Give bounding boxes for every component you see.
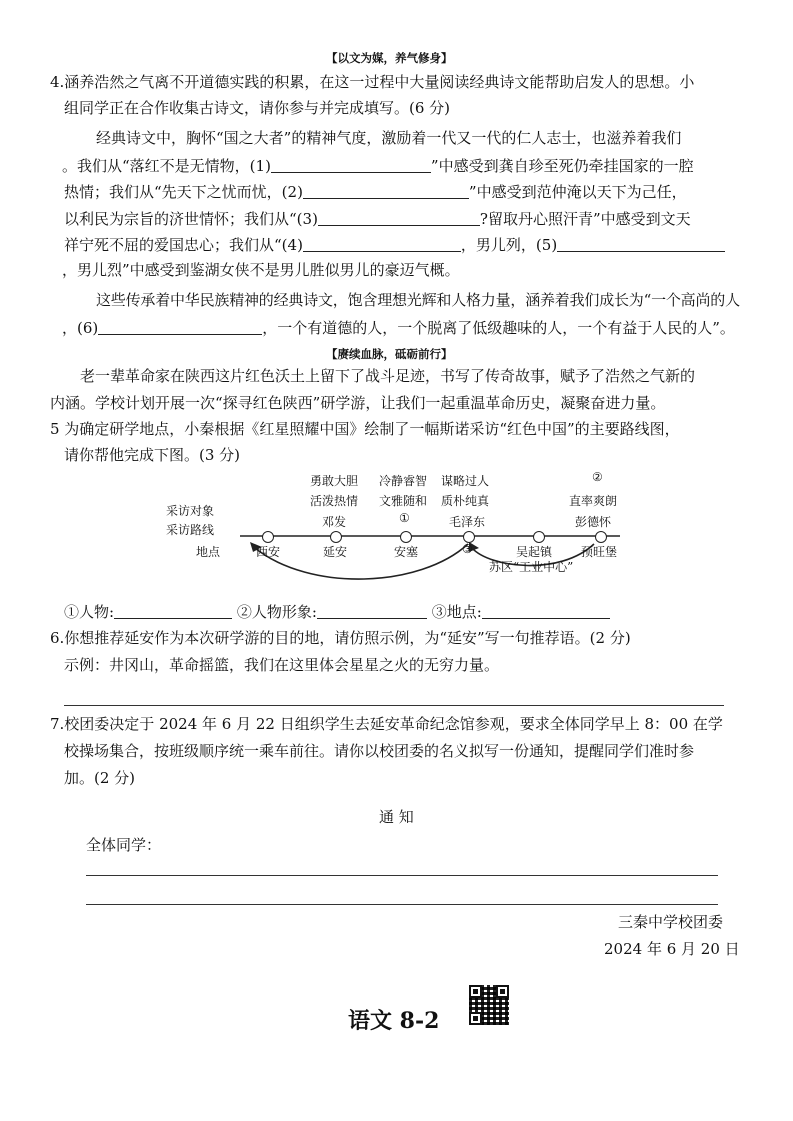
place-label: 延安: [323, 545, 348, 559]
qr-code-icon: [469, 985, 509, 1025]
q4-para1-line: 。我们从“落红不是无情物，(1) ”中感受到龚自珍至死仍牵挂国家的一腔: [62, 157, 694, 175]
intro-line-1: 老一辈革命家在陕西这片红色沃土上留下了战斗足迹，书写了传奇故事，赋予了浩然之气新的: [80, 367, 696, 385]
route-node: [400, 531, 412, 543]
answer-blank-3[interactable]: [318, 211, 480, 226]
q6-stem: 6.你想推荐延安作为本次研学游的目的地，请仿照示例，为“延安”写一句推荐语。(2 分): [50, 629, 631, 647]
q4-para2-line: 这些传承着中华民族精神的经典诗文，饱含理想光辉和人格力量，涵养着我们成长为“一个高尚的人: [96, 291, 740, 309]
section-header: 【以文为媒，养气修身】: [326, 51, 453, 65]
q7-stem-line-3: 加。(2 分): [64, 769, 136, 787]
answer-blank-1[interactable]: [271, 158, 431, 173]
answer-blank-place[interactable]: [482, 604, 610, 619]
route-node: [595, 531, 607, 543]
place-label: 安塞: [394, 545, 419, 559]
route-node: [262, 531, 274, 543]
q4-stem-line-2: 组同学正在合作收集古诗文，请你参与并完成填写。(6 分): [64, 99, 451, 117]
q4-para1-line: 祥宁死不屈的爱国忠心；我们从“(4) ，男儿列，(5): [64, 237, 725, 253]
place-label: 预旺堡: [581, 545, 618, 559]
person-blank-marker: ①: [399, 511, 410, 525]
route-node: [330, 531, 342, 543]
person-label: 毛泽东: [449, 515, 486, 529]
row-label-interviewee: 采访对象: [166, 504, 215, 518]
q5-stem-line-2: 请你帮他完成下图。(3 分): [64, 446, 241, 464]
answer-blank-6[interactable]: [98, 320, 262, 335]
q4-stem-line-1: 4.涵养浩然之气离不开道德实践的积累，在这一过程中大量阅读经典诗文能帮助启发人的思想。小: [50, 73, 695, 91]
notice-signature: 三秦中学校团委: [618, 913, 724, 931]
q4-para1-line: ，男儿烈”中感受到鉴湖女侠不是男儿胜似男儿的豪迈气概。: [62, 261, 460, 279]
page-label: 语文 8-2: [348, 1008, 440, 1034]
q4-para1-line: 热情；我们从“先天下之忧而忧，(2) ”中感受到范仲淹以天下为己任，: [64, 183, 687, 201]
notice-greeting: 全体同学：: [86, 836, 162, 854]
row-label-place: 地点: [196, 545, 221, 559]
place-blank-marker: ③: [462, 542, 473, 556]
answer-blank-5[interactable]: [557, 237, 725, 252]
answer-blank-person[interactable]: [114, 604, 232, 619]
answer-line[interactable]: [86, 875, 718, 876]
q4-para1-line: 以利民为宗旨的济世情怀；我们从“(3) ?留取丹心照汗青”中感受到文天: [64, 210, 691, 228]
q7-stem-line-2: 校操场集合，按班级顺序统一乘车前往。请你以校团委的名义拟写一份通知，提醒同学们准时参: [64, 742, 695, 760]
trait-label: 直率爽朗: [569, 494, 618, 508]
trait-label: 勇敢大胆: [310, 474, 359, 488]
answer-line[interactable]: [64, 705, 724, 706]
answer-blank-2[interactable]: [303, 184, 469, 199]
place-sublabel: 苏区“工业中心”: [489, 560, 574, 574]
section-header: 【赓续血脉，砥砺前行】: [326, 347, 453, 361]
trait-label: 冷静睿智: [379, 474, 428, 488]
person-label: 彭德怀: [575, 515, 612, 529]
place-label: 吴起镇: [516, 545, 553, 559]
notice-title: 通 知: [379, 808, 414, 826]
route-node: [533, 531, 545, 543]
trait-label: 文雅随和: [379, 494, 428, 508]
trait-label: 质朴纯真: [441, 494, 490, 508]
q7-stem-line-1: 7.校团委决定于 2024 年 6 月 22 日组织学生去延安革命纪念馆参观，要求全体同学早上 8：00 在学: [50, 715, 723, 733]
trait-label: 谋略过人: [441, 474, 490, 488]
q4-para2-line: ，(6) ，一个有道德的人，一个脱离了低级趣味的人，一个有益于人民的人”。: [62, 319, 735, 337]
notice-date: 2024 年 6 月 20 日: [604, 940, 740, 958]
answer-line[interactable]: [86, 904, 718, 905]
q6-example: 示例：井冈山，革命摇篮，我们在这里体会星星之火的无穷力量。: [64, 656, 500, 674]
place-label: 西安: [256, 545, 281, 559]
route-line: [220, 528, 640, 596]
person-label: 邓发: [322, 515, 347, 529]
answer-blank-image[interactable]: [317, 604, 427, 619]
answer-blank-4[interactable]: [303, 237, 461, 252]
trait-label: 活泼热情: [310, 494, 359, 508]
row-label-route: 采访路线: [166, 523, 215, 537]
q5-stem-line-1: 5 为确定研学地点，小秦根据《红星照耀中国》绘制了一幅斯诺采访“红色中国”的主要路线图，: [50, 420, 680, 438]
person-blank-marker: ②: [592, 470, 603, 484]
q5-answer-row: ①人物: ②人物形象: ③地点:: [64, 604, 610, 620]
q4-para1-line: 经典诗文中，胸怀“国之大者”的精神气度，激励着一代又一代的仁人志士，也滋养着我们: [96, 129, 682, 147]
intro-line-2: 内涵。学校计划开展一次“探寻红色陕西”研学游，让我们一起重温革命历史，凝聚奋进力量。: [50, 394, 666, 412]
